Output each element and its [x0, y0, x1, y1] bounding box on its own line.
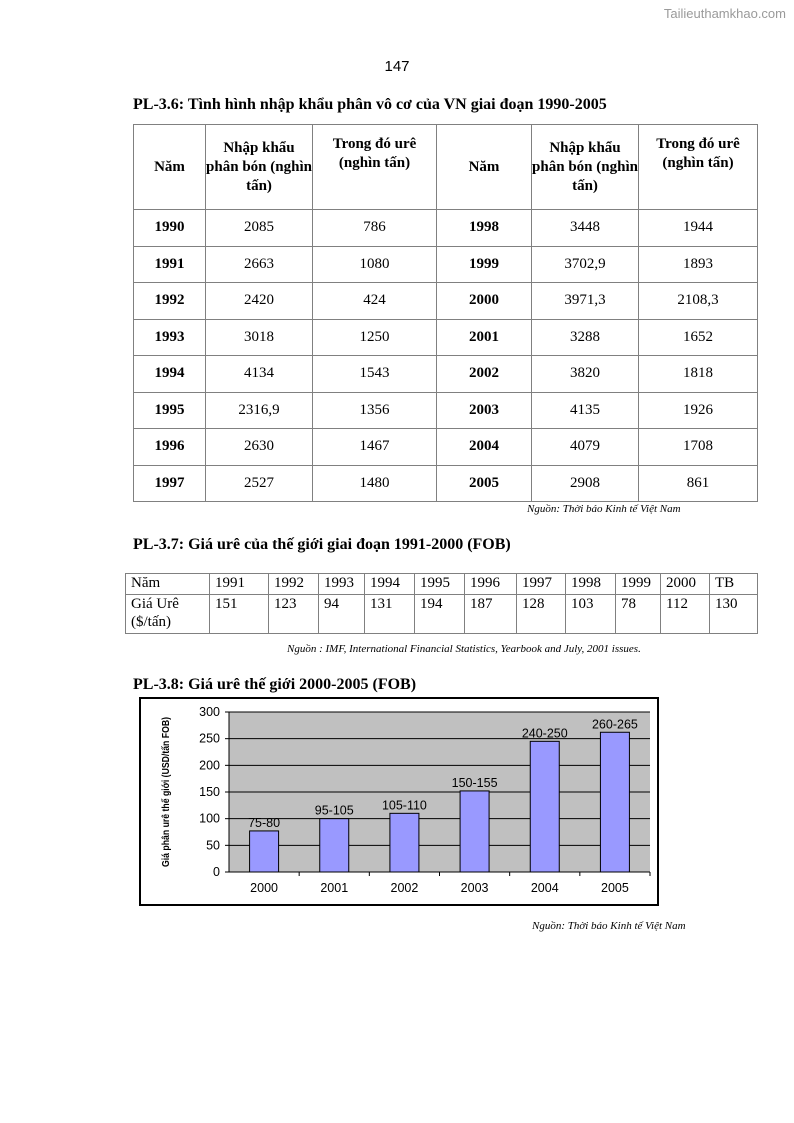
row-label-cell: Giá Urê ($/tấn): [126, 595, 210, 634]
value-cell: 130: [710, 595, 758, 634]
value-cell: 94: [319, 595, 365, 634]
year-cell: 2000: [437, 283, 532, 320]
table-row: [134, 319, 758, 356]
year-cell: 2004: [437, 429, 532, 466]
y-axis-title: Giá phân urê thế giới (USD/tấn FOB): [161, 694, 172, 867]
year-cell: 1997: [134, 465, 206, 502]
year-cell: 1996: [465, 574, 517, 595]
bar: [390, 813, 419, 872]
value-cell: 128: [517, 595, 566, 634]
row-label-cell: Năm: [126, 574, 210, 595]
table-row: [134, 429, 758, 466]
watermark: Tailieuthamkhao.com: [663, 6, 786, 21]
year-cell: 1996: [134, 429, 206, 466]
value-cell: 1944: [639, 210, 758, 247]
y-tick-label: 300: [199, 705, 220, 719]
value-cell: 861: [639, 465, 758, 502]
year-cell: 1995: [134, 392, 206, 429]
header-cell: Trong đó urê (nghìn tấn): [639, 125, 758, 210]
year-cell: 1999: [616, 574, 661, 595]
year-cell: 2002: [437, 356, 532, 393]
data-label: 260-265: [591, 717, 638, 732]
value-cell: 194: [415, 595, 465, 634]
year-cell: 1999: [437, 246, 532, 283]
y-tick-label: 150: [199, 785, 220, 799]
value-cell: 1652: [639, 319, 758, 356]
value-cell: 786: [313, 210, 437, 247]
value-cell: 4134: [206, 356, 313, 393]
bar-chart: [139, 694, 659, 906]
value-cell: 2630: [206, 429, 313, 466]
value-cell: 112: [661, 595, 710, 634]
year-cell: 1991: [134, 246, 206, 283]
value-cell: 3971,3: [532, 283, 639, 320]
value-cell: 2108,3: [639, 283, 758, 320]
year-cell: 1997: [517, 574, 566, 595]
data-label: 105-110: [381, 798, 427, 813]
data-label: 95-105: [314, 803, 354, 818]
year-cell: 1994: [365, 574, 415, 595]
year-cell: 1993: [134, 319, 206, 356]
value-cell: 103: [566, 595, 616, 634]
value-cell: 1893: [639, 246, 758, 283]
year-cell: 2005: [437, 465, 532, 502]
value-cell: 151: [210, 595, 269, 634]
value-cell: 2663: [206, 246, 313, 283]
data-label: 75-80: [248, 815, 281, 830]
value-cell: 424: [313, 283, 437, 320]
value-cell: 1480: [313, 465, 437, 502]
table-row: [134, 246, 758, 283]
chart-3-8-title: PL-3.8: Giá urê thế giới 2000-2005 (FOB): [133, 676, 417, 693]
value-cell: 3288: [532, 319, 639, 356]
bar: [250, 831, 279, 872]
year-cell: TB: [710, 574, 758, 595]
value-cell: 2085: [206, 210, 313, 247]
year-cell: 2003: [437, 392, 532, 429]
table-header-row: [134, 125, 758, 210]
value-cell: 187: [465, 595, 517, 634]
table-row: [134, 465, 758, 502]
table-3-6-title: PL-3.6: Tình hình nhập khẩu phân vô cơ của VN giai đoạn 1990-2005: [133, 96, 607, 113]
table-3-7-title: PL-3.7: Giá urê của thế giới giai đoạn 1991-2000 (FOB): [133, 536, 511, 553]
value-cell: 3702,9: [532, 246, 639, 283]
x-tick-label: 2003: [460, 881, 489, 895]
table-3-7-source: Nguồn : IMF, International Financial Statistics, Yearbook and July, 2001 issues.: [287, 643, 641, 655]
table-row: [134, 283, 758, 320]
page-number: 147: [384, 58, 410, 75]
bar: [460, 791, 489, 872]
value-cell: 4079: [532, 429, 639, 466]
year-cell: 1993: [319, 574, 365, 595]
year-cell: 2001: [437, 319, 532, 356]
header-cell: Nhập khẩu phân bón (nghìn tấn): [206, 125, 313, 210]
table-row: [126, 595, 758, 634]
data-label: 240-250: [521, 726, 568, 741]
year-cell: 1998: [566, 574, 616, 595]
x-tick-label: 2005: [601, 881, 629, 895]
x-tick-label: 2000: [250, 881, 278, 895]
table-3-7: [125, 573, 758, 634]
value-cell: 1467: [313, 429, 437, 466]
table-header-row: [126, 574, 758, 595]
y-tick-label: 100: [199, 811, 220, 826]
header-cell: Nhập khẩu phân bón (nghìn tấn): [532, 125, 639, 210]
value-cell: 1926: [639, 392, 758, 429]
x-tick-label: 2004: [530, 881, 559, 895]
value-cell: 1708: [639, 429, 758, 466]
year-cell: 1991: [210, 574, 269, 595]
value-cell: 78: [616, 595, 661, 634]
chart-3-8-source: Nguồn: Thời báo Kinh tế Việt Nam: [532, 920, 686, 932]
y-tick-label: 0: [213, 865, 220, 879]
table-row: [134, 356, 758, 393]
y-tick-label: 50: [206, 838, 220, 853]
year-cell: 1994: [134, 356, 206, 393]
value-cell: 4135: [532, 392, 639, 429]
year-cell: 1998: [437, 210, 532, 247]
x-tick-label: 2001: [320, 881, 349, 895]
bar: [600, 732, 629, 872]
table-3-6-source: Nguồn: Thời báo Kinh tế Việt Nam: [527, 503, 681, 515]
y-tick-label: 200: [199, 758, 220, 773]
year-cell: 1992: [134, 283, 206, 320]
value-cell: 1818: [639, 356, 758, 393]
value-cell: 1080: [313, 246, 437, 283]
bar: [530, 741, 559, 872]
value-cell: 2908: [532, 465, 639, 502]
x-tick-label: 2002: [390, 881, 419, 895]
value-cell: 2420: [206, 283, 313, 320]
data-label: 150-155: [451, 775, 498, 790]
value-cell: 3820: [532, 356, 639, 393]
table-row: [134, 392, 758, 429]
value-cell: 3448: [532, 210, 639, 247]
table-row: [134, 210, 758, 247]
value-cell: 131: [365, 595, 415, 634]
bar: [320, 819, 349, 872]
value-cell: 3018: [206, 319, 313, 356]
year-cell: 1992: [269, 574, 319, 595]
header-cell: Năm: [134, 125, 206, 210]
value-cell: 1543: [313, 356, 437, 393]
year-cell: 1995: [415, 574, 465, 595]
table-3-6: [133, 124, 758, 502]
year-cell: 2000: [661, 574, 710, 595]
value-cell: 1250: [313, 319, 437, 356]
value-cell: 1356: [313, 392, 437, 429]
value-cell: 2316,9: [206, 392, 313, 429]
value-cell: 2527: [206, 465, 313, 502]
value-cell: 123: [269, 595, 319, 634]
year-cell: 1990: [134, 210, 206, 247]
y-tick-label: 250: [199, 731, 220, 746]
header-cell: Trong đó urê (nghìn tấn): [313, 125, 437, 210]
header-cell: Năm: [437, 125, 532, 210]
